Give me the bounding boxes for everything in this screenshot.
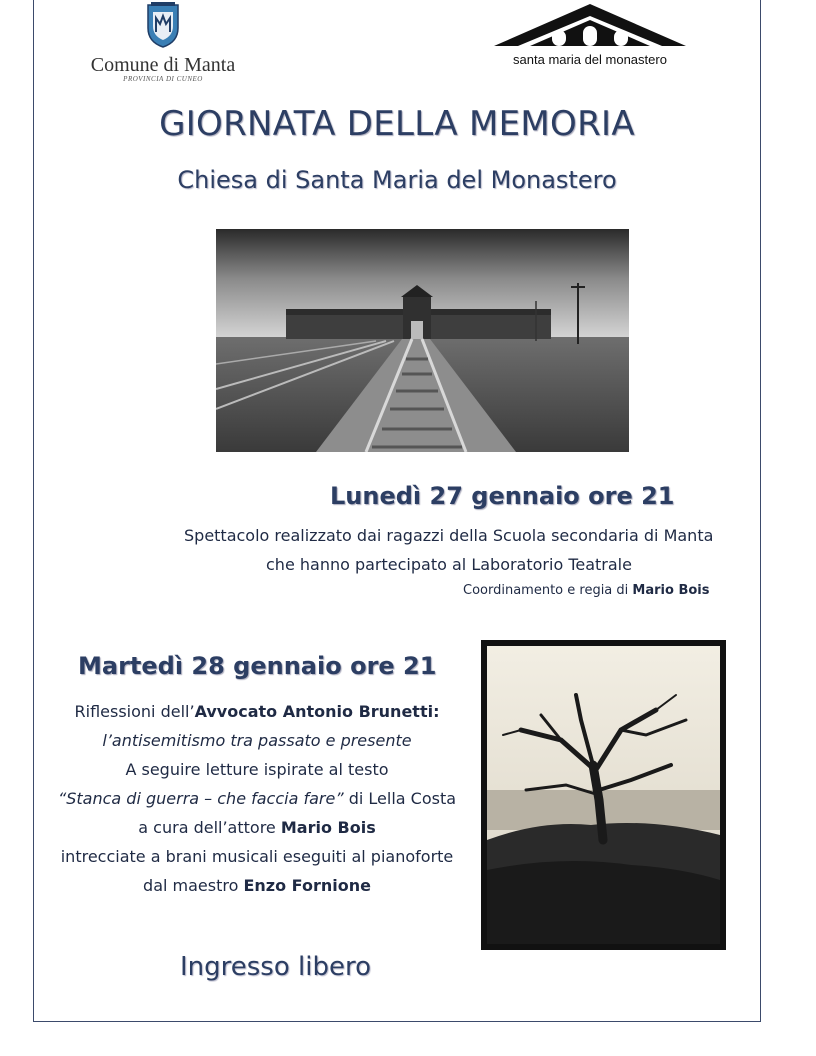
railway-photo (216, 229, 629, 452)
event2-book-title: “Stanca di guerra – che faccia fare” (57, 789, 344, 808)
event2-line1 (34, 697, 480, 726)
monastero-name: santa maria del monastero (513, 52, 667, 67)
event2-title: Martedì 28 gennaio ore 21 (78, 652, 437, 680)
page-frame-right (760, 0, 761, 1022)
event2-line5-prefix: a cura dell’attore (138, 818, 281, 837)
event1-credit (463, 583, 709, 598)
event2-line3: A seguire letture ispirate al testo (125, 760, 389, 779)
event1-description-line1: Spettacolo realizzato dai ragazzi della Scuola secondaria di Manta (184, 526, 714, 545)
page-frame-bottom (33, 1021, 761, 1022)
event2-speaker: Avvocato Antonio Brunetti: (194, 702, 440, 721)
event2-line4 (34, 784, 480, 813)
event2-topic: l’antisemitismo tra passato e presente (102, 731, 412, 750)
event2-line7-prefix: dal maestro (143, 876, 244, 895)
tree-photo (481, 640, 726, 950)
provincia-label: PROVINCIA DI CUNEO (123, 75, 203, 83)
entry-note: Ingresso libero (180, 952, 372, 982)
crest-icon (145, 2, 181, 48)
event1-title: Lunedì 27 gennaio ore 21 (330, 482, 675, 510)
monastero-building-icon (490, 2, 690, 50)
monastero-logo (490, 2, 690, 72)
event2-line7 (34, 871, 480, 900)
event2-book-author: di Lella Costa (343, 789, 457, 808)
event2-line1-prefix: Riflessioni dell’ (74, 702, 195, 721)
comune-logo (78, 2, 248, 92)
page-title: GIORNATA DELLA MEMORIA (159, 104, 635, 144)
page-subtitle: Chiesa di Santa Maria del Monastero (177, 166, 617, 194)
event2-line6: intrecciate a brani musicali eseguiti al pianoforte (60, 847, 454, 866)
event2-musician: Enzo Fornione (243, 876, 371, 895)
event1-credit-prefix: Coordinamento e regia di (463, 583, 633, 598)
comune-name: Comune di Manta (90, 54, 236, 76)
event1-description-line2: che hanno partecipato al Laboratorio Teatrale (266, 555, 632, 574)
event2-line2 (34, 726, 480, 755)
event2-line5 (34, 813, 480, 842)
event2-actor: Mario Bois (280, 818, 376, 837)
event1-credit-name: Mario Bois (632, 583, 710, 598)
event2-description (34, 697, 480, 900)
